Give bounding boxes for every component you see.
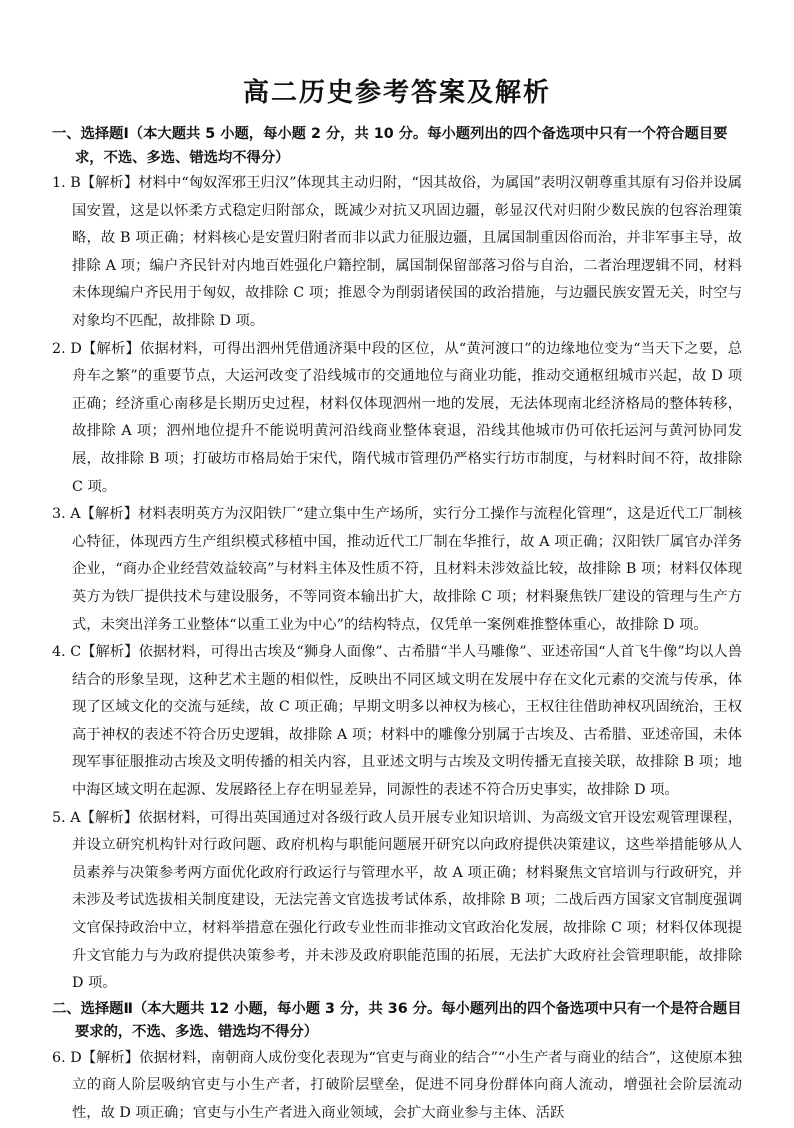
answer-item-4 [52,639,742,805]
item-number: 5. A [52,809,81,826]
item-number: 1. B [52,175,81,191]
answer-item-3 [52,501,742,639]
analysis-tag: 【解析】 [80,506,139,523]
item-text: 材料中“匈奴浑邪王归汉”体现其主动归附，“因其故俗，为属国”表明汉朝尊重其原有习俗并设属国安置，这是以怀柔方式稳定归附部众，既减少对抗又巩固边疆，彰显汉代对归附少数民族的包容治理策略，故 B 项正确；材料核心是安置归附者而非以武力征服边疆，且属国制重因俗而治，并非军事主导，故排除 A 项；编户齐民针对内地百姓强化户籍控制，属国制保留部落习俗与自治，二者治理逻辑不同，材料未体现编户齐民用于匈奴，故排除 C 项；推恩令为削弱诸侯国的政治措施，与边疆民族安置无关，时空与对象均不匹配，故排除 D 项。 [72,175,743,329]
analysis-tag: 【解析】 [80,175,139,191]
answer-item-2 [52,336,742,502]
section-2-heading: 二、选择题Ⅱ（本大题共 12 小题，每小题 3 分，共 36 分。每小题列出的四个备选项中只有一个是符合题目要求的，不选、多选、错选均不得分） [52,1000,742,1041]
item-number: 4. C [52,644,82,661]
answer-item-1 [52,170,742,336]
item-text: 依据材料，可得出古埃及“狮身人面像”、古希腊“半人马雕像”、亚述帝国“人首飞牛像”均以人兽结合的形象呈现，这种艺术主题的相似性，反映出不同区域文明在发展中存在文化元素的交流与传承，体现了区域文化的交流与延续，故 C 项正确；早期文明多以神权为核心，王权往往借助神权巩固统治，王权高于神权的表述不符合历史逻辑，故排除 A 项；材料中的雕像分别属于古埃及、古希腊、亚述帝国，未体现军事征服推动古埃及文明传播的相关内容，且亚述文明与古埃及文明传播无直接关联，故排除 B 项；地中海区域文明在起源、发展路径上存在明显差异，同源性的表述不符合历史事实，故排除 D 项。 [72,644,743,799]
analysis-tag: 【解析】 [81,644,139,661]
item-text: 材料表明英方为汉阳铁厂“建立集中生产场所，实行分工操作与流程化管理”，这是近代工厂制核心特征，体现西方生产组织模式移植中国，推动近代工厂制在华推行，故 A 项正确；汉阳铁厂属官办洋务企业，“商办企业经营效益较高”与材料主体及性质不符，且材料未涉效益比较，故排除 B 项；材料仅体现英方为铁厂提供技术与建设服务，不等同资本输出扩大，故排除 C 项；材料聚焦铁厂建设的管理与生产方式，未突出洋务工业整体“以重工业为中心”的结构特点，仅凭单一案例难推整体重心，故排除 D 项。 [72,506,743,633]
page-title: 高二历史参考答案及解析 [242,78,551,108]
item-number: 6. D [52,1049,82,1066]
analysis-tag: 【解析】 [81,1049,140,1066]
item-text: 依据材料，南朝商人成份变化表现为“官吏与商业的结合”“小生产者与商业的结合”，这使原本独立的商人阶层吸纳官吏与小生产者，打破阶层壁垒，促进不同身份群体向商人流动，增强社会阶层流动性，故 D 项正确；官吏与小生产者进入商业领域，会扩大商业参与主体、活跃 [72,1049,743,1121]
item-number: 2. D [52,340,82,357]
section-1-heading: 一、选择题Ⅰ（本大题共 5 小题，每小题 2 分，共 10 分。每小题列出的四个备选项中只有一个符合题目要求，不选、多选、错选均不得分） [52,126,728,166]
analysis-tag: 【解析】 [80,809,139,826]
answer-item-6 [52,1045,742,1128]
analysis-tag: 【解析】 [81,340,141,357]
item-number: 3. A [52,506,81,523]
answer-item-5 [52,805,742,998]
item-text: 依据材料，可得出英国通过对各级行政人员开展专业知识培训、为高级文官开设宏观管理课程，并设立研究机构针对行政问题、政府机构与职能问题展开研究以向政府提供决策建议，这些举措能够从人员素养与决策参考两方面优化政府行政运行与管理水平，故 A 项正确；材料聚焦文官培训与行政研究，并未涉及考试选拔相关制度建设，无法完善文官选拔考试体系，故排除 B 项；二战后西方国家文官制度强调文官保持政治中立，材料举措意在强化行政专业性而非推动文官政治化发展，故排除 C 项；材料仅体现提升文官能力与为政府提供决策参考，并未涉及政府职能范围的拓展，无法扩大政府社会管理职能，故排除 D 项。 [72,809,743,992]
item-text: 依据材料，可得出泗州凭借通济渠中段的区位，从“黄河渡口”的边缘地位变为“当天下之要，总舟车之繁”的重要节点，大运河改变了沿线城市的交通地位与商业功能，推动交通枢纽城市兴起，故 D 项正确；经济重心南移是长期历史过程，材料仅体现泗州一地的发展，无法体现南北经济格局的整体转移，故排除 A 项；泗州地位提升不能说明黄河沿线商业整体衰退，沿线其他城市仍可依托运河与黄河协同发展，故排除 B 项；打破坊市格局始于宋代，隋代城市管理仍严格实行坊市制度，与材料时间不符，故排除 C 项。 [72,340,742,495]
